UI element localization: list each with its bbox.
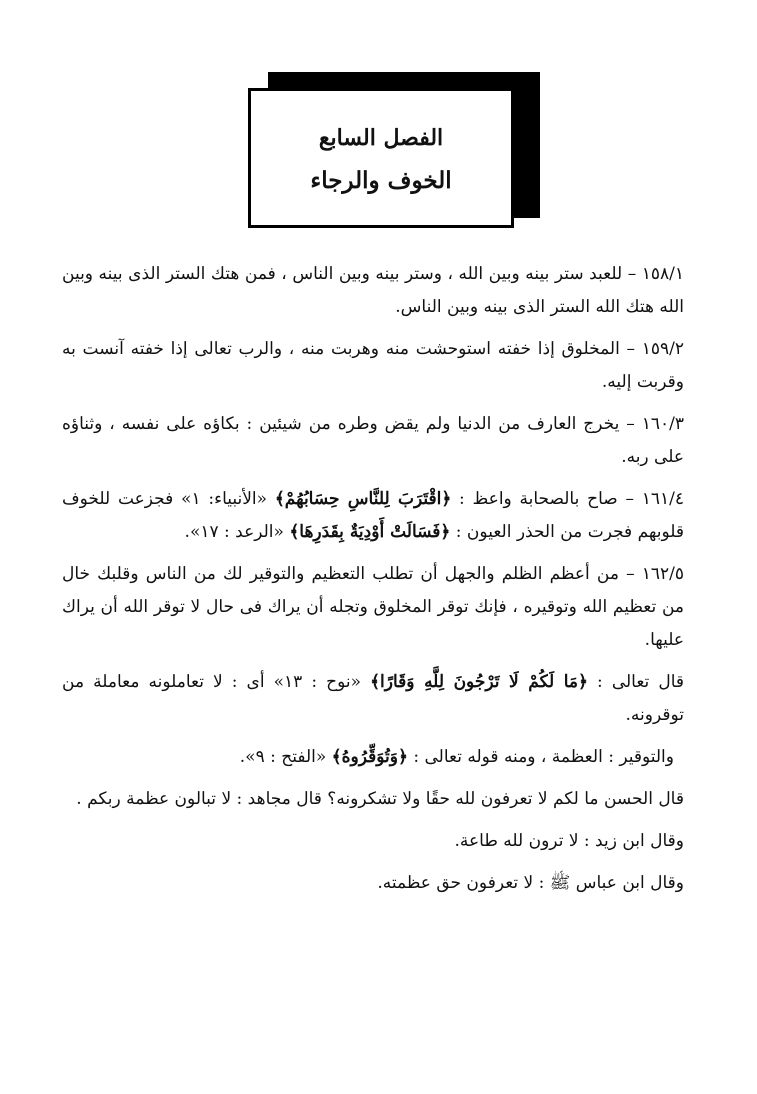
quran-verse-nuh: ﴿مَا لَكُمْ لَا تَرْجُونَ لِلَّهِ وَقَارًا﴾ <box>370 672 588 692</box>
chapter-title-box <box>248 88 514 228</box>
paragraph-tawqir <box>62 741 710 774</box>
paragraph-161-middle: «الأنبياء: ١» فجزعت للخوف قلوبهم فجرت من الحذر العيون : <box>62 489 684 542</box>
paragraph-ibn-zayd: وقال ابن زيد : لا ترون لله طاعة. <box>454 831 684 851</box>
quran-verse-fath: ﴿وَتُوَقِّرُوهُ﴾ <box>331 747 408 767</box>
paragraph-tawqir-before: والتوقير : العظمة ، ومنه قوله تعالى : <box>407 747 674 767</box>
paragraph-hasan: قال الحسن ما لكم لا تعرفون لله حقًا ولا تشكرونه؟ قال مجاهد : لا تبالون عظمة ربكم . <box>76 789 684 809</box>
paragraph-161-before: ١٦١/٤ – صاح بالصحابة واعظ : <box>451 489 684 509</box>
paragraph-qala-taala <box>62 666 710 732</box>
paragraph-159: ١٥٩/٢ – المخلوق إذا خفته استوحشت منه وهربت منه ، والرب تعالى إذا خفته آنست به وقربت إليه. <box>62 339 684 392</box>
paragraph-158: ١٥٨/١ – للعبد ستر بينه وبين الله ، وستر بينه وبين الناس ، فمن هتك الستر الذى بينه وبين الله هتك الله الستر الذى بينه وبين الناس. <box>62 264 684 317</box>
chapter-title: الفصل السابع <box>318 125 444 151</box>
paragraph-ibn-abbas: وقال ابن عباس ﷺ : لا تعرفون حق عظمته. <box>377 873 684 893</box>
paragraph-160: ١٦٠/٣ – يخرج العارف من الدنيا ولم يقض وطره من شيئين : بكاؤه على نفسه ، وثناؤه على ربه. <box>62 414 684 467</box>
paragraph-162: ١٦٢/٥ – من أعظم الظلم والجهل أن تطلب التعظيم والتوقير لك من الناس وقلبك خال من تعظيم الله وتوقيره ، فإنك توقر المخلوق وتجله أن يراك فى حال لا توقر الله أن يراك عليها. <box>62 564 684 650</box>
quran-verse-anbiya: ﴿اقْتَرَبَ لِلنَّاسِ حِسَابُهُمْ﴾ <box>274 489 452 509</box>
quran-verse-raad: ﴿فَسَالَتْ أَوْدِيَةٌ بِقَدَرِهَا﴾ <box>289 522 451 542</box>
chapter-subtitle: الخوف والرجاء <box>310 167 452 194</box>
paragraph-tawqir-after: «الفتح : ٩». <box>239 747 332 767</box>
paragraph-161 <box>62 483 710 549</box>
paragraph-qala-before: قال تعالى : <box>587 672 684 692</box>
page-body <box>62 258 710 909</box>
paragraph-qala-after: «نوح : ١٣» أى : لا تعاملونه معاملة من توقرونه. <box>62 672 684 725</box>
paragraph-161-after: «الرعد : ١٧». <box>184 522 290 542</box>
